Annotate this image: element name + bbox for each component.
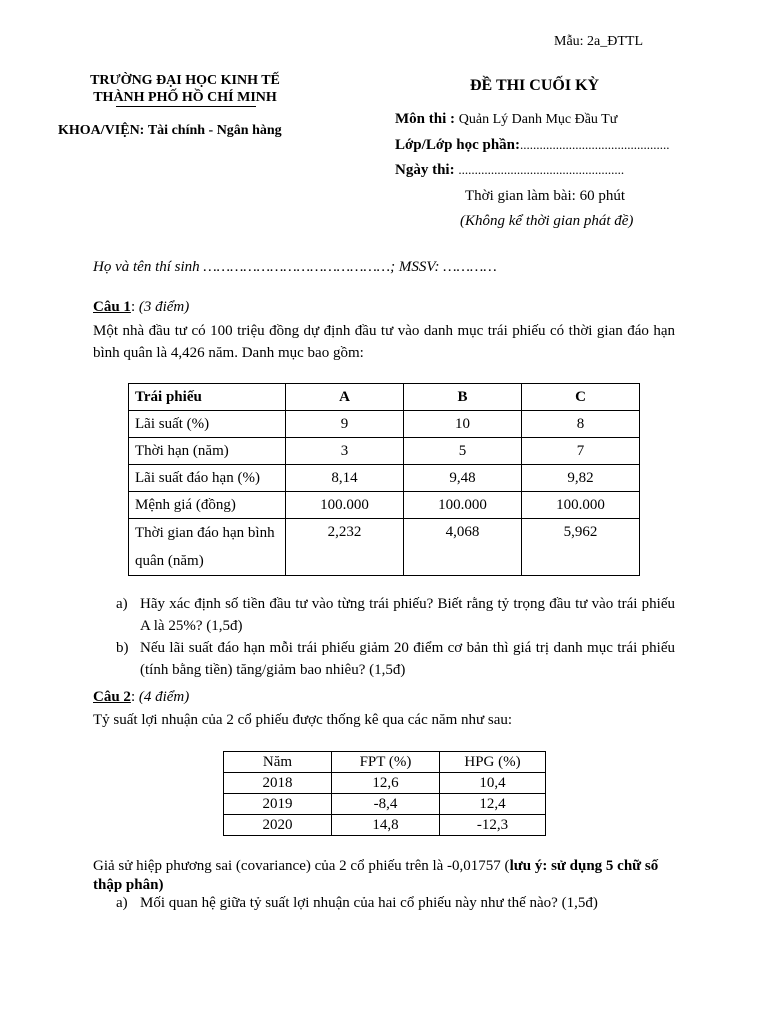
table-cell: 7 [522,438,640,465]
date-line [395,162,624,179]
table-cell: 10,4 [440,773,546,794]
table-cell: Lãi suất đáo hạn (%) [129,465,286,492]
table-cell: 2018 [224,773,332,794]
table-cell: 2020 [224,815,332,836]
subject-line [395,111,617,128]
question-2-points: (4 điểm) [138,689,190,705]
question-2-assumption [93,857,675,895]
table-cell: Thời gian đáo hạn bình quân (năm) [129,519,286,576]
assumption-note: lưu ý: sử dụng 5 chữ số thập phân [93,858,659,893]
table-cell: 8 [522,411,640,438]
part-text: Mối quan hệ giữa tỷ suất lợi nhuận của hai cổ phiếu này như thế nào? (1,5đ) [140,895,598,911]
question-2-label: Câu 2 [93,689,131,705]
question-2-heading: Câu 2: (4 điểm) [93,689,190,705]
table-row [129,519,640,576]
table-row [224,773,546,794]
exam-title: ĐỀ THI CUỐI KỲ [470,77,600,94]
question-1-parts [116,593,675,681]
question-1-points: (3 điểm) [138,299,190,315]
table-cell: 3 [286,438,404,465]
bond-table [128,383,640,576]
table-cell: Thời hạn (năm) [129,438,286,465]
table-header-cell: B [404,384,522,411]
table-row [224,815,546,836]
form-code: Mẫu: 2a_ĐTTL [554,34,644,49]
table-cell: -12,3 [440,815,546,836]
subject-value: Quản Lý Danh Mục Đầu Tư [458,112,618,127]
table-cell: Lãi suất (%) [129,411,286,438]
duration: Thời gian làm bài: 60 phút [465,188,625,204]
table-cell: 2019 [224,794,332,815]
table-cell: 14,8 [332,815,440,836]
table-header-cell: Trái phiếu [129,384,286,411]
table-cell: 100.000 [404,492,522,519]
table-row [129,465,640,492]
school-name-line1: TRƯỜNG ĐẠI HỌC KINH TẾ [90,73,280,88]
faculty-value: Tài chính - Ngân hàng [147,123,282,138]
table-header-cell: Năm [224,752,332,773]
table-cell: 12,4 [440,794,546,815]
part-marker: b) [116,640,129,656]
part-marker: a) [116,596,128,612]
table-row [224,794,546,815]
table-row [129,411,640,438]
table-cell: 2,232 [286,519,404,576]
table-cell: -8,4 [332,794,440,815]
assumption-text: Giả sử hiệp phương sai (covariance) của 2 cổ phiếu trên là -0,01757 ( [93,858,510,874]
class-value: .............................................. [520,137,670,152]
question-1-intro: Một nhà đầu tư có 100 triệu đồng dự định đầu tư vào danh mục trái phiếu có thời gian đáo hạn bình quân là 4,426 năm. Danh mục bao gồm: [93,323,675,361]
table-cell: 100.000 [286,492,404,519]
list-item [116,593,675,637]
question-1-heading: Câu 1: (3 điểm) [93,299,190,315]
question-2-parts [116,892,675,914]
table-cell: 8,14 [286,465,404,492]
school-underline [116,106,256,107]
table-cell: 12,6 [332,773,440,794]
subject-label: Môn thi : [395,111,455,127]
table-header-row [129,384,640,411]
table-cell: 9,48 [404,465,522,492]
stock-return-table [223,751,546,836]
list-item [116,892,675,914]
table-cell: 5 [404,438,522,465]
table-cell: 9 [286,411,404,438]
school-name-line2: THÀNH PHỐ HỒ CHÍ MINH [93,90,277,105]
table-cell: 5,962 [522,519,640,576]
class-label: Lớp/Lớp học phần: [395,137,520,153]
part-marker: a) [116,895,128,911]
table-cell: 4,068 [404,519,522,576]
table-header-cell: HPG (%) [440,752,546,773]
class-line [395,137,670,154]
table-header-row [224,752,546,773]
date-label: Ngày thi: [395,162,455,178]
student-info-line: Họ và tên thí sinh ……………………………………; MSSV: ………… [93,259,497,275]
table-header-cell: C [522,384,640,411]
duration-note: (Không kể thời gian phát đề) [460,213,634,229]
question-1-label: Câu 1 [93,299,131,315]
assumption-end: ) [158,877,164,893]
table-row [129,438,640,465]
table-cell: 9,82 [522,465,640,492]
list-item [116,637,675,681]
question-2-intro: Tỷ suất lợi nhuận của 2 cổ phiếu được thống kê qua các năm như sau: [93,712,513,728]
table-cell: 100.000 [522,492,640,519]
faculty-label: KHOA/VIỆN: [58,123,145,138]
part-text: Nếu lãi suất đáo hạn mỗi trái phiếu giảm 20 điểm cơ bản thì giá trị danh mục trái phiếu (tính bằng tiền) tăng/giảm bao nhiêu? (1,5đ) [140,640,675,678]
part-text: Hãy xác định số tiền đầu tư vào từng trái phiếu? Biết rằng tỷ trọng đầu tư vào trái phiếu A là 25%? (1,5đ) [140,596,675,634]
table-cell: Mệnh giá (đồng) [129,492,286,519]
table-cell: 10 [404,411,522,438]
school-name [60,72,310,106]
table-row [129,492,640,519]
date-value: ................................................... [458,162,625,177]
table-header-cell: FPT (%) [332,752,440,773]
table-header-cell: A [286,384,404,411]
faculty [58,123,282,139]
